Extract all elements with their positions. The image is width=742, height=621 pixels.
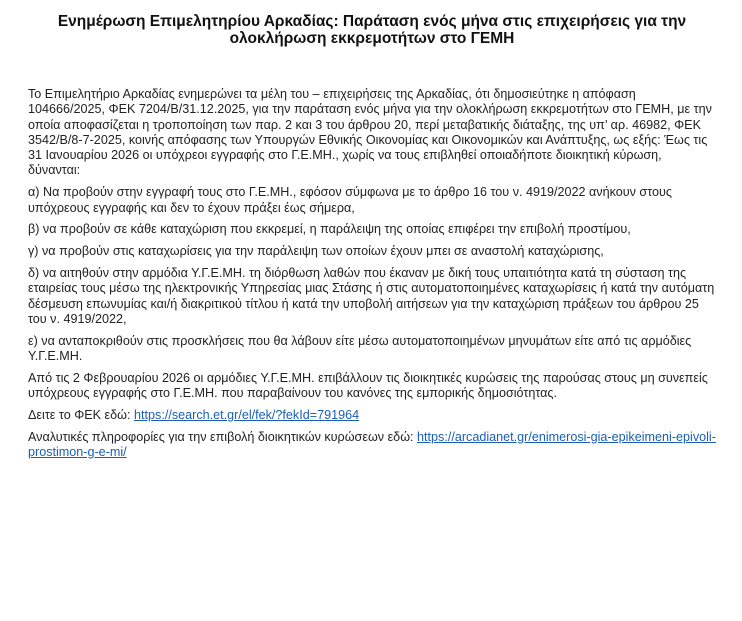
- fek-paragraph: [28, 408, 716, 423]
- fek-link[interactable]: https://search.et.gr/el/fek/?fekId=791964: [134, 407, 360, 422]
- details-paragraph: [28, 430, 716, 461]
- list-item-c: γ) να προβούν στις καταχωρίσεις για την παράλειψη των οποίων έχουν μπει σε αναστολή καταχώρισης,: [28, 244, 604, 259]
- intro-paragraph: Το Επιμελητήριο Αρκαδίας ενημερώνει τα μέλη του – επιχειρήσεις της Αρκαδίας, ότι δημοσιεύτηκε η απόφαση 104666/2025, ΦΕΚ 7204/Β/31.12.2025, για την παράταση ενός μήνα για την ολοκλήρωση εκκρεμοτήτων στο ΓΕΜΗ, με την οποία αποφασίζεται η τροποποίηση των παρ. 2 και 3 του άρθρου 20, περί μεταβατικής διάταξης, της υπ’ αρ. 46982, ΦΕΚ 3542/Β/8-7-2025, κοινής απόφασης των Υπουργών Εθνικής Οικονομίας και Οικονομικών και Ανάπτυξης, ως εξής: Έως τις 31 Ιανουαρίου 2026 οι υπόχρεοι εγγραφής στο Γ.Ε.ΜΗ., χωρίς να τους επιβληθεί οποιαδήποτε διοικητική κύρωση, δύνανται:: [28, 87, 712, 178]
- list-item-a: α) Να προβούν στην εγγραφή τους στο Γ.Ε.ΜΗ., εφόσον σύμφωνα με το άρθρο 16 του ν. 4919/2022 ανήκουν στους υπόχρεους εγγραφής και δεν το έχουν πράξει έως σήμερα,: [28, 185, 672, 215]
- list-item-e: ε) να ανταποκριθούν στις προσκλήσεις που θα λάβουν είτε μέσω αυτοματοποιημένων μηνυμάτων είτε από τις αρμόδιες Υ.Γ.Ε.ΜΗ.: [28, 333, 692, 363]
- list-item-d: δ) να αιτηθούν στην αρμόδια Υ.Γ.Ε.ΜΗ. τη διόρθωση λαθών που έκαναν με δική τους υπαιτιότητα κατά τη σύσταση της εταιρείας τους μέσω της ηλεκτρονικής Υπηρεσίας μιας Στάσης ή στις αυτοματοποιημένες καταχωρίσεις ή κατά την αυτόματη δέσμευση επωνυμίας και/ή διακριτικού τίτλου ή κατά την υποβολή αιτήσεων για την καταχώριση πράξεων του άρθρου 25 του ν. 4919/2022,: [28, 265, 715, 326]
- announcement-body: [28, 87, 716, 460]
- fek-label: Δειτε το ΦΕΚ εδώ:: [28, 407, 135, 422]
- page-title: Ενημέρωση Επιμελητηρίου Αρκαδίας: Παράταση ενός μήνα στις επιχειρήσεις για την ολοκλήρωση εκκρεμοτήτων στο ΓΕΜΗ: [57, 13, 687, 47]
- list-item-b: β) να προβούν σε κάθε καταχώριση που εκκρεμεί, η παράλειψη της οποίας επιφέρει την επιβολή προστίμου,: [28, 222, 631, 237]
- details-link[interactable]: https://arcadianet.gr/enimerosi-gia-epikeimeni-epivoli-prostimon-g-e-mi/: [28, 429, 716, 459]
- sanctions-paragraph: Από τις 2 Φεβρουαρίου 2026 οι αρμόδιες Υ.Γ.Ε.ΜΗ. επιβάλλουν τις διοικητικές κυρώσεις της παρούσας στους μη συνεπείς υπόχρεους εγγραφής στο Γ.Ε.ΜΗ. που παραβαίνουν του κανόνες της εμπορικής δημοσιότητας.: [28, 370, 708, 401]
- details-label: Αναλυτικές πληροφορίες για την επιβολή διοικητικών κυρώσεων εδώ:: [28, 429, 418, 444]
